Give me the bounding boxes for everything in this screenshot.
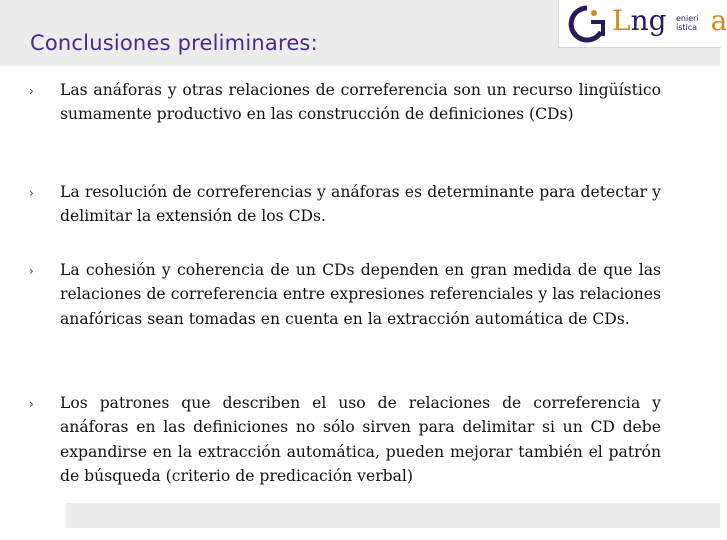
- logo-wordmark: Lng a: [612, 4, 727, 37]
- bullet-point-1: Las anáforas y otras relaciones de correferencia son un recurso lingüístico sumamente productivo en las construcción de definiciones (CDs): [60, 81, 661, 124]
- bullet-icon: ›: [29, 186, 34, 200]
- footer-band: [66, 503, 720, 528]
- logo-subtext: enieri ística: [676, 14, 699, 32]
- logo-emblem-icon: [563, 2, 609, 44]
- bullet-icon: ›: [29, 84, 34, 98]
- bullet-icon: ›: [29, 397, 34, 411]
- bullet-point-4: Los patrones que describen el uso de relaciones de correferencia y anáforas en las definiciones no sólo sirven para delimitar si un CD debe expandirse en la extracción automática, pueden mejorar también el patrón de búsqueda (criterio de predicación verbal): [60, 394, 661, 486]
- slide-title: Conclusiones preliminares:: [30, 31, 318, 55]
- bullet-point-3: La cohesión y coherencia de un CDs dependen en gran medida de que las relaciones de correferencia entre expresiones referenciales y las relaciones anafóricas sean tomadas en cuenta en la extracción automática de CDs.: [60, 261, 661, 328]
- bullet-icon: ›: [29, 264, 34, 278]
- logo: [558, 0, 727, 48]
- bullet-point-2: La resolución de correferencias y anáforas es determinante para detectar y delimitar la extensión de los CDs.: [60, 183, 661, 226]
